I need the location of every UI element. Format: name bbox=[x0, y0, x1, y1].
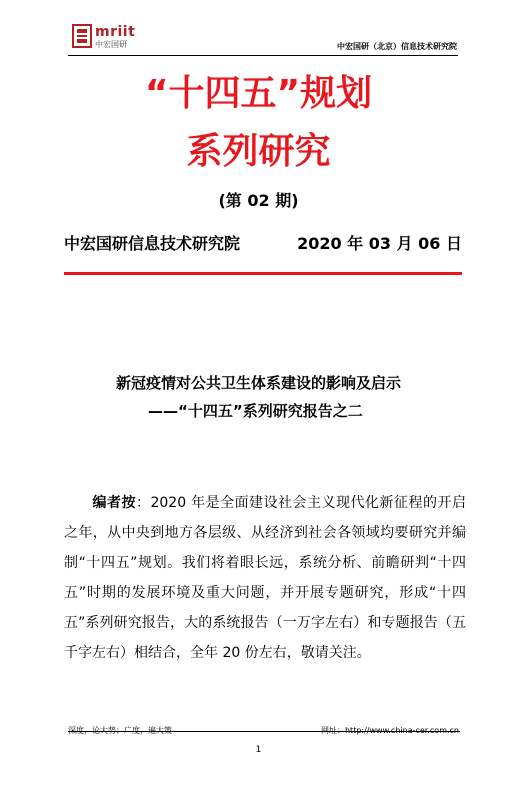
issue-number: (第 02 期) bbox=[218, 191, 299, 210]
publish-date: 2020 年 03 月 06 日 bbox=[297, 234, 462, 253]
cover-title-line1: “十四五”规划 bbox=[144, 73, 373, 114]
page-number: 1 bbox=[255, 745, 262, 755]
company-logo bbox=[72, 24, 142, 54]
editor-note-label: 编者按 bbox=[92, 495, 136, 511]
cover-title-line2: 系列研究 bbox=[186, 131, 331, 172]
report-title: 新冠疫情对公共卫生体系建设的影响及启示 bbox=[115, 374, 401, 392]
footer-divider bbox=[68, 731, 460, 732]
logo-mark-icon bbox=[72, 24, 92, 48]
editor-note bbox=[64, 488, 466, 668]
red-divider bbox=[64, 272, 462, 275]
header-divider bbox=[68, 55, 458, 56]
report-subtitle: ——“十四五”系列研究报告之二 bbox=[148, 402, 363, 420]
editor-note-text: ：2020 年是全面建设社会主义现代化新征程的开启之年，从中央到地方各层级、从经济到社会各领域均要研究并编制“十四五”规划。我们将着眼长远，系统分析、前瞻研判“十四五”时期的发展环境及重大问题，并开展专题研究，形成“十四五”系列研究报告，大的系统报告（一万字左右）和专题报告（五千字左右）相结合，全年 20 份左右，敬请关注。 bbox=[64, 495, 467, 661]
header-organization: 中宏国研（北京）信息技术研究院 bbox=[337, 42, 457, 51]
institute-name: 中宏国研信息技术研究院 bbox=[64, 234, 241, 253]
logo-text: mriit bbox=[95, 24, 136, 40]
logo-subtext: 中宏国研 bbox=[95, 40, 127, 49]
